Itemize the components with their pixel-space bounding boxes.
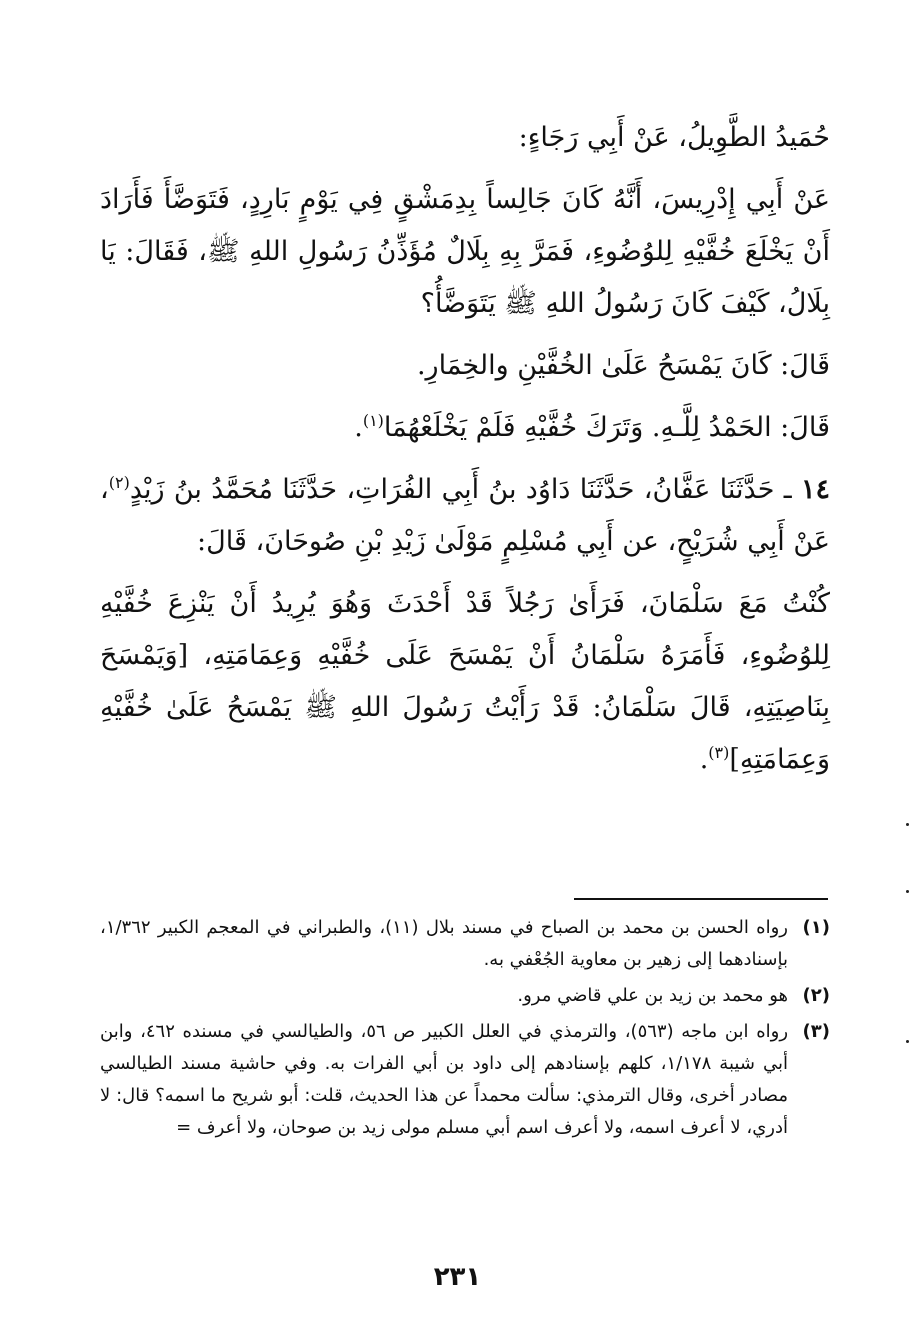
footnote-3	[100, 1016, 830, 1144]
footnote-marker: (٣)	[802, 1021, 830, 1042]
footnote-ref-1: (١)	[362, 411, 384, 430]
paragraph-3-end: .	[354, 412, 363, 443]
matn-text: كُنْتُ مَعَ سَلْمَانَ، فَرَأَىٰ رَجُلاً قَدْ أَحْدَثَ وَهُوَ يُرِيدُ أَنْ يَنْزِعَ خُفَّيْهِ لِلوُضُوءِ، فَأَمَرَهُ سَلْمَانُ أَنْ يَمْسَحَ عَلَى خُفَّيْهِ وَعِمَامَتِهِ، [وَيَمْسَحَ بِنَاصِيَتِهِ، قَالَ سَلْمَانُ: قَدْ رَأَيْتُ رَسُولَ اللهِ ﷺ يَمْسَحُ عَلَىٰ خُفَّيْهِ وَعِمَامَتِهِ]	[100, 588, 830, 775]
footnote-ref-2: (٢)	[108, 473, 130, 492]
footnote-separator	[574, 898, 828, 900]
hadith-number: ١٤	[800, 474, 830, 505]
main-text	[100, 112, 830, 786]
footnote-marker: (١)	[802, 917, 830, 938]
hadith-14-matn	[100, 578, 830, 786]
page-number: ٢٣١	[433, 1262, 482, 1292]
scan-speck	[906, 823, 909, 826]
footnote-text: رواه ابن ماجه (٥٦٣)، والترمذي في العلل الكبير ص ٥٦، والطيالسي في مسنده ٤٦٢، وابن أبي شيبة ١/١٧٨، كلهم بإسنادهم إلى داود بن أبي الفرات به. وفي حاشية مسند الطيالسي مصادر أخرى، وقال الترمذي: سألت محمداً عن هذا الحديث، قلت: أبو شريح ما اسمه؟ قال: لا أدري، لا أعرف اسمه، ولا أعرف اسم أبي مسلم مولى زيد بن صوحان، ولا أعرف =	[100, 1021, 789, 1138]
hadith-13-paragraph-2: قَالَ: كَانَ يَمْسَحُ عَلَىٰ الخُفَّيْنِ والخِمَارِ.	[416, 350, 830, 381]
hadith-13-paragraph-1: عَنْ أَبِي إِدْرِيسَ، أَنَّهُ كَانَ جَالِساً بِدِمَشْقٍ فِي يَوْمٍ بَارِدٍ، فَتَوَضَّأَ فَأَرَادَ أَنْ يَخْلَعَ خُفَّيْهِ لِلوُضُوءِ، فَمَرَّ بِهِ بِلَالٌ مُؤَذِّنُ رَسُولِ اللهِ ﷺ، فَقَالَ: يَا بِلَالُ، كَيْفَ كَانَ رَسُولُ اللهِ ﷺ يَتَوَضَّأُ؟	[100, 184, 830, 319]
footnote-1	[100, 912, 830, 976]
chain-end-line: حُمَيدُ الطَّوِيلُ، عَنْ أَبِي رَجَاءٍ:	[518, 122, 830, 153]
footnote-text: هو محمد بن زيد بن علي قاضي مرو.	[517, 985, 788, 1006]
footnote-2	[100, 980, 830, 1012]
scan-speck	[906, 1040, 909, 1043]
paragraph-3-text: قَالَ: الحَمْدُ لِلَّـهِ. وَتَرَكَ خُفَّيْهِ فَلَمْ يَخْلَعْهُمَا	[383, 412, 830, 443]
hadith-14-isnad	[100, 464, 830, 568]
hadith-13-paragraph-3	[100, 402, 830, 454]
scan-speck	[906, 890, 909, 893]
isnad-part-2: ، عَنْ أَبِي شُرَيْحٍ، عن أَبِي مُسْلِمٍ مَوْلَىٰ زَيْدِ بْنِ صُوحَانَ، قَالَ:	[100, 474, 830, 557]
footnote-text: رواه الحسن بن محمد بن الصباح في مسند بلال (١١)، والطبراني في المعجم الكبير ١/٣٦٢، بإسنادهما إلى زهير بن معاوية الجُعْفي به.	[100, 917, 789, 970]
isnad-part-1: ـ حَدَّثَنَا عَفَّانُ، حَدَّثَنَا دَاوُد بنُ أَبِي الفُرَاتِ، حَدَّثَنَا مُحَمَّدُ بنُ زَيْدٍ	[129, 474, 792, 505]
matn-end: .	[699, 744, 709, 775]
footnote-marker: (٢)	[802, 985, 830, 1006]
footnotes	[100, 912, 830, 1148]
footnote-ref-3: (٣)	[708, 743, 730, 762]
